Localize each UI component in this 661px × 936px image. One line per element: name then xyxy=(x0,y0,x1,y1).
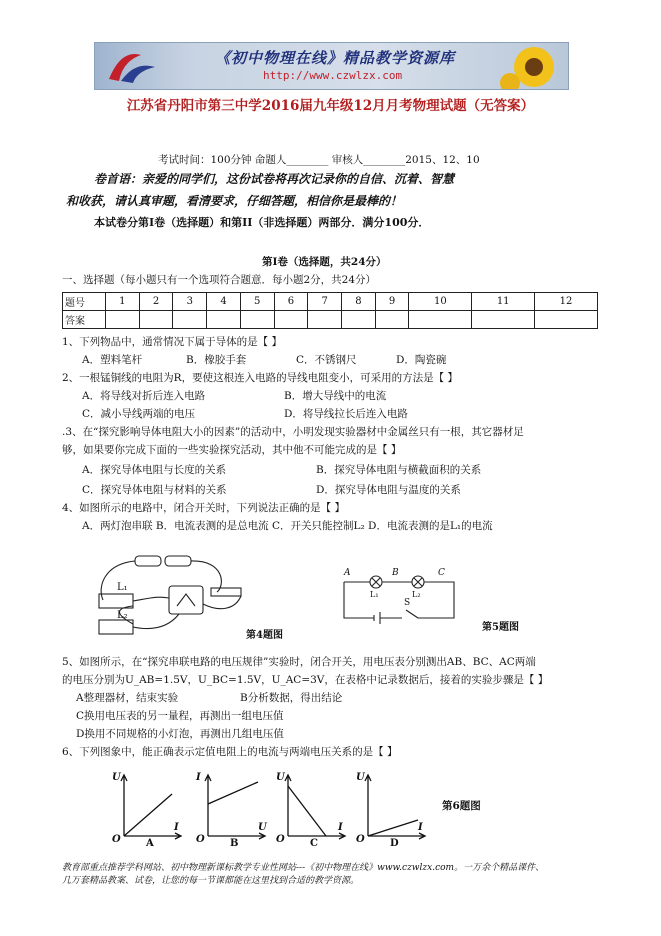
table-cell: 11 xyxy=(472,293,535,311)
table-cell: 8 xyxy=(342,293,376,311)
answer-cell[interactable] xyxy=(139,311,173,329)
graph-d-origin: O xyxy=(356,834,365,845)
graph-a-y-label: U xyxy=(112,772,121,783)
answer-cell[interactable] xyxy=(342,311,376,329)
banner-url[interactable]: http://www.czwlzx.com xyxy=(263,69,403,82)
figure-5-schematic xyxy=(336,568,462,628)
graph-c-y-label: U xyxy=(276,772,285,783)
graph-d xyxy=(354,770,430,850)
q1-option-a: A．塑料笔杆 xyxy=(82,354,143,366)
graph-a xyxy=(110,770,186,850)
q1-option-c: C．不锈钢尺 xyxy=(296,354,357,366)
lamp-l2-label: L₂ xyxy=(412,590,421,599)
lamp-l1-label: L₁ xyxy=(117,582,128,593)
figure-4-circuit xyxy=(95,552,265,642)
question-3-stem-1: .3、在“探究影响导体电阻大小的因素”的活动中，小明发现实验器材中金属丝只有一根，其它器材足 xyxy=(62,426,524,438)
q3-option-a: A．探究导体电阻与长度的关系 xyxy=(82,464,227,476)
answer-cell[interactable] xyxy=(409,311,472,329)
table-cell: 7 xyxy=(308,293,342,311)
footer-line-1: 教育部重点推荐学科网站、初中物理新课标教学专业性网站---《初中物理在线》www.czwlzx.com。一万余个精品课件、 xyxy=(62,863,545,873)
question-3-stem-2: 够，如果要你完成下面的一些实验探究活动，其中他不可能完成的是【 】 xyxy=(62,444,402,456)
table-cell: 9 xyxy=(375,293,409,311)
part-1-heading: 一、选择题（每小题只有一个选项符合题意．每小题2分，共24分） xyxy=(62,274,377,286)
figure-5-label: 第5题图 xyxy=(482,622,519,633)
graph-a-origin: O xyxy=(112,834,121,845)
question-6-stem: 6、下列图象中，能正确表示定值电阻上的电流与两端电压关系的是【 】 xyxy=(62,746,398,758)
q5-option-c: C换用电压表的另一量程，再测出一组电压值 xyxy=(76,710,284,722)
q1-option-b: B．橡胶手套 xyxy=(186,354,247,366)
preface-line-2: 和收获，请认真审题，看清要求，仔细答题，相信你是最棒的！ xyxy=(66,194,403,208)
table-cell: 2 xyxy=(139,293,173,311)
answer-cell[interactable] xyxy=(472,311,535,329)
graph-c-label: C xyxy=(310,838,318,849)
table-cell: 12 xyxy=(535,293,598,311)
preface-line-1: 卷首语：亲爱的同学们，这份试卷将再次记录你的自信、沉着、智慧 xyxy=(94,172,455,186)
table-row xyxy=(63,293,598,311)
figure-4-label: 第4题图 xyxy=(246,630,283,641)
header-banner xyxy=(94,42,569,90)
page-footer xyxy=(62,862,607,888)
table-cell: 3 xyxy=(173,293,207,311)
graph-a-x-label: I xyxy=(174,822,179,833)
graph-a-label: A xyxy=(146,838,154,849)
answer-cell[interactable] xyxy=(240,311,274,329)
point-c-label: C xyxy=(438,568,445,578)
answer-cell[interactable] xyxy=(535,311,598,329)
table-cell: 题号 xyxy=(63,293,106,311)
graph-c xyxy=(274,770,350,850)
answer-cell[interactable] xyxy=(207,311,241,329)
graph-d-y-label: U xyxy=(356,772,365,783)
answer-cell[interactable] xyxy=(173,311,207,329)
table-cell: 10 xyxy=(409,293,472,311)
document-title: 江苏省丹阳市第三中学2016届九年级12月月考物理试题（无答案） xyxy=(126,98,535,114)
answer-cell[interactable] xyxy=(375,311,409,329)
q2-option-c: C．减小导线两端的电压 xyxy=(82,408,196,420)
lamp-l1-label: L₁ xyxy=(370,590,379,599)
point-b-label: B xyxy=(392,568,399,578)
graph-d-label: D xyxy=(390,838,399,849)
answer-cell[interactable] xyxy=(308,311,342,329)
answer-cell[interactable] xyxy=(274,311,308,329)
question-5-stem-1: 5、如图所示，在“探究串联电路的电压规律”实验时，闭合开关，用电压表分别测出AB、BC、AC两端 xyxy=(62,656,536,668)
q2-option-d: D．将导线拉长后连入电路 xyxy=(284,408,408,420)
question-1-stem: 1、下列物品中，通常情况下属于导体的是【 】 xyxy=(62,336,283,348)
lamp-l2-label: L₂ xyxy=(117,610,128,621)
table-row xyxy=(63,311,598,329)
question-4-stem: 4、如图所示的电路中，闭合开关时，下列说法正确的是【 】 xyxy=(62,502,346,514)
table-cell: 4 xyxy=(207,293,241,311)
paper-intro: 本试卷分第Ⅰ卷（选择题）和第II（非选择题）两部分．满分100分． xyxy=(94,216,430,229)
q3-option-c: C．探究导体电阻与材料的关系 xyxy=(82,484,227,496)
figure-6-label: 第6题图 xyxy=(442,800,481,812)
q3-option-b: B．探究导体电阻与横截面积的关系 xyxy=(316,464,482,476)
graph-c-x-label: I xyxy=(338,822,343,833)
point-a-label: A xyxy=(344,568,351,578)
switch-s-label: S xyxy=(404,598,411,608)
footer-line-2: 几万套精品教案、试卷，让您的每一节课都能在这里找到合适的教学资源。 xyxy=(62,876,360,886)
graph-b-origin: O xyxy=(196,834,205,845)
exam-info: 考试时间：100分钟 命题人________ 审核人________2015、12、10 xyxy=(158,154,480,166)
table-cell: 6 xyxy=(274,293,308,311)
section-1-title: 第Ⅰ卷（选择题，共24分） xyxy=(262,256,387,268)
graph-b-label: B xyxy=(230,838,239,849)
sunflower-icon xyxy=(500,43,568,89)
q2-option-a: A．将导线对折后连入电路 xyxy=(82,390,206,402)
q5-option-a: A整理器材，结束实验 xyxy=(76,692,179,704)
q5-option-b: B分析数据，得出结论 xyxy=(240,692,343,704)
banner-title: 《初中物理在线》精品教学资源库 xyxy=(215,49,456,67)
table-cell: 5 xyxy=(240,293,274,311)
question-2-stem: 2、一根锰铜线的电阻为R，要使这根连入电路的导线电阻变小，可采用的方法是【 】 xyxy=(62,372,458,384)
graph-b-x-label: U xyxy=(258,822,267,833)
table-cell: 答案 xyxy=(63,311,106,329)
q2-option-b: B．增大导线中的电流 xyxy=(284,390,387,402)
graph-d-x-label: I xyxy=(418,822,423,833)
table-cell: 1 xyxy=(106,293,140,311)
graph-c-origin: O xyxy=(276,834,285,845)
q1-option-d: D．陶瓷碗 xyxy=(396,354,447,366)
q4-options: A．两灯泡串联 B．电流表测的是总电流 C．开关只能控制L₂ D．电流表测的是L₁的电流 xyxy=(82,520,493,532)
answer-table xyxy=(62,292,598,329)
graph-b xyxy=(194,770,270,850)
q5-option-d: D换用不同规格的小灯泡，再测出几组电压值 xyxy=(76,728,284,740)
graph-b-y-label: I xyxy=(196,772,201,783)
question-5-stem-2: 的电压分别为U_AB=1.5V，U_BC=1.5V，U_AC=3V，在表格中记录数据后，接着的实验步骤是【 】 xyxy=(62,674,549,686)
q3-option-d: D．探究导体电阻与温度的关系 xyxy=(316,484,461,496)
logo-icon xyxy=(101,47,161,85)
answer-cell[interactable] xyxy=(106,311,140,329)
